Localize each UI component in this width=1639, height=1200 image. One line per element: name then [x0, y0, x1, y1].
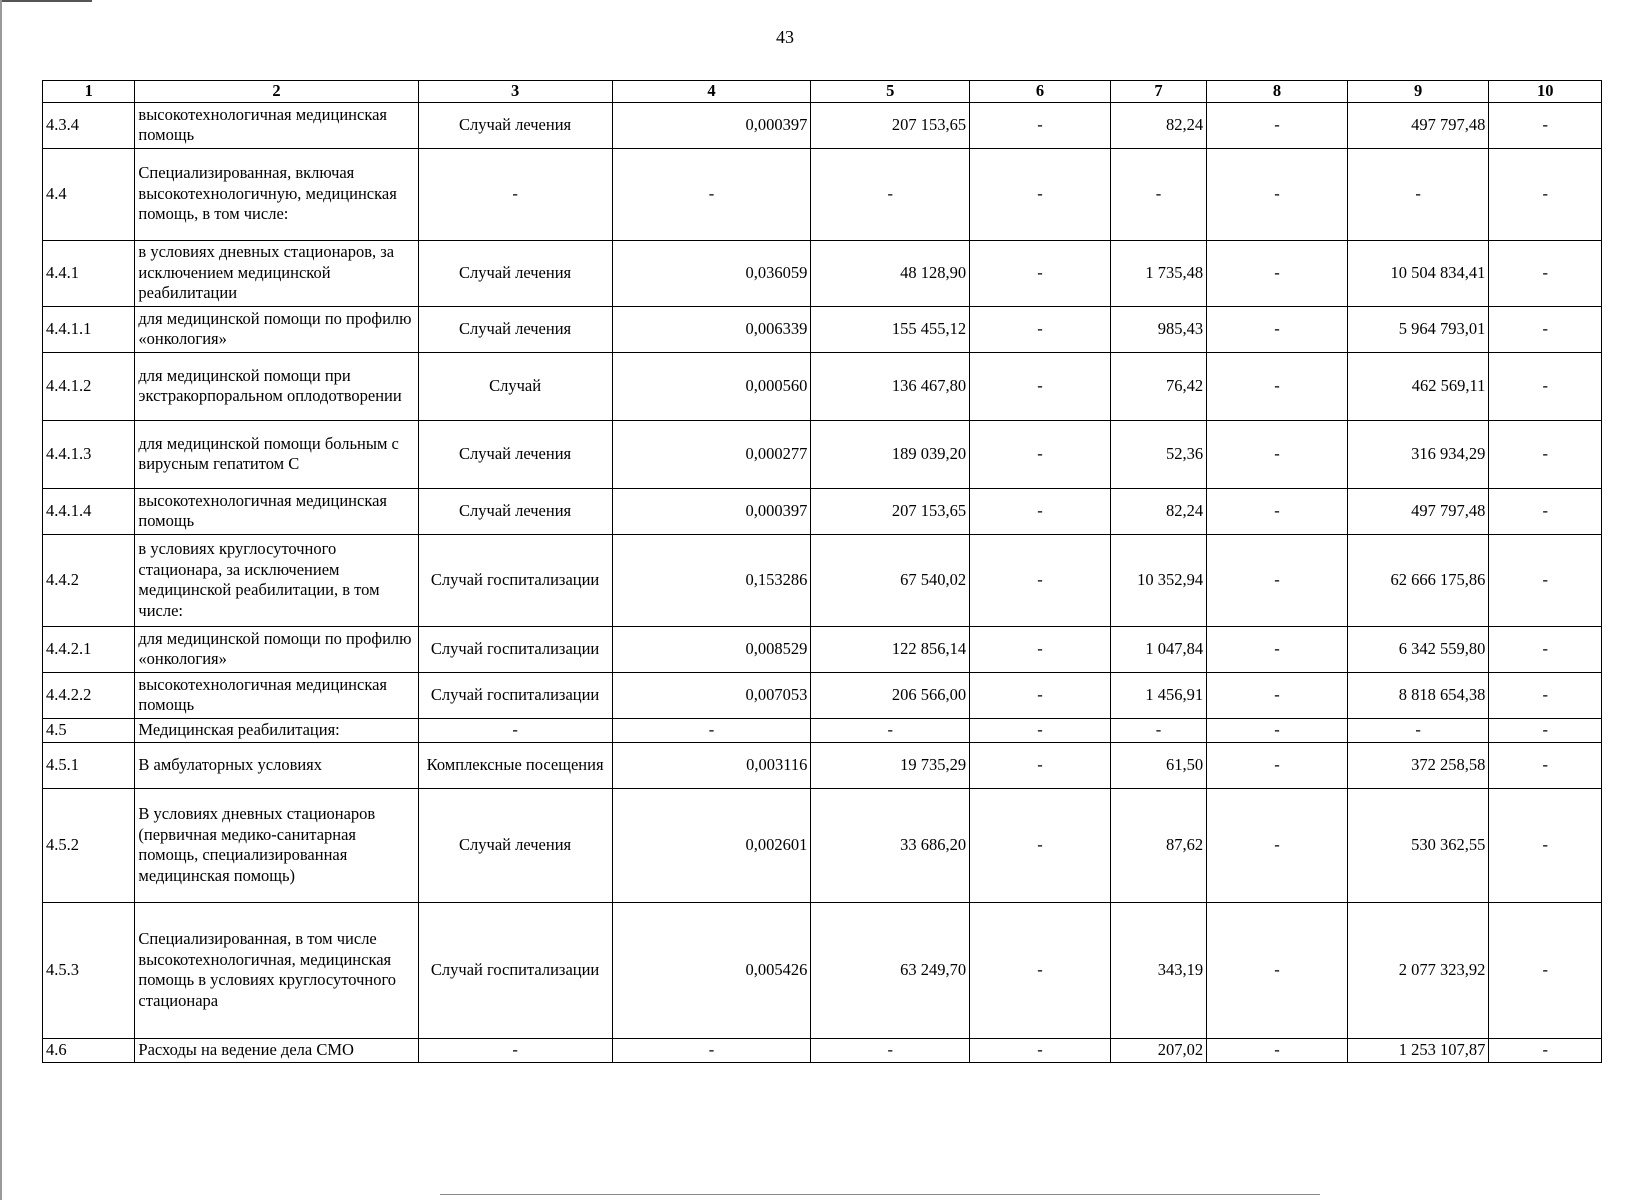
table-header-row — [43, 81, 1602, 103]
value-cell: - — [970, 306, 1111, 352]
value-cell: 10 504 834,41 — [1347, 240, 1489, 306]
row-description-cell: Расходы на ведение дела СМО — [135, 1038, 418, 1062]
value-cell: - — [970, 148, 1111, 240]
row-code-cell: 4.3.4 — [43, 102, 135, 148]
value-cell: 1 456,91 — [1110, 672, 1206, 718]
table-row — [43, 902, 1602, 1038]
value-cell: 985,43 — [1110, 306, 1206, 352]
table-row — [43, 626, 1602, 672]
value-cell: - — [1207, 488, 1348, 534]
row-code-cell: 4.4.2.1 — [43, 626, 135, 672]
row-code-cell: 4.4.1.1 — [43, 306, 135, 352]
unit-cell: - — [418, 718, 612, 742]
value-cell: 0,003116 — [612, 742, 811, 788]
value-cell: - — [612, 148, 811, 240]
value-cell: - — [1207, 102, 1348, 148]
table-row — [43, 352, 1602, 420]
header-cell: 1 — [43, 81, 135, 103]
value-cell: - — [1489, 420, 1602, 488]
value-cell: - — [970, 742, 1111, 788]
row-code-cell: 4.5 — [43, 718, 135, 742]
row-description-cell: для медицинской помощи при экстракорпоральном оплодотворении — [135, 352, 418, 420]
scan-edge-mark — [0, 0, 92, 2]
header-cell: 6 — [970, 81, 1111, 103]
unit-cell: Случай госпитализации — [418, 534, 612, 626]
table-row — [43, 148, 1602, 240]
value-cell: 48 128,90 — [811, 240, 970, 306]
header-cell: 3 — [418, 81, 612, 103]
value-cell: - — [970, 1038, 1111, 1062]
table-row — [43, 534, 1602, 626]
row-description-cell: в условиях дневных стационаров, за исключением медицинской реабилитации — [135, 240, 418, 306]
value-cell: 0,007053 — [612, 672, 811, 718]
unit-cell: Случай госпитализации — [418, 902, 612, 1038]
value-cell: - — [811, 718, 970, 742]
value-cell: - — [1207, 240, 1348, 306]
value-cell: - — [1207, 1038, 1348, 1062]
value-cell: 0,000397 — [612, 102, 811, 148]
header-cell: 2 — [135, 81, 418, 103]
header-cell: 7 — [1110, 81, 1206, 103]
value-cell: 122 856,14 — [811, 626, 970, 672]
value-cell: 82,24 — [1110, 102, 1206, 148]
table-row — [43, 788, 1602, 902]
value-cell: - — [970, 672, 1111, 718]
value-cell: - — [1207, 902, 1348, 1038]
value-cell: - — [1489, 534, 1602, 626]
row-description-cell: В условиях дневных стационаров (первичная медико-санитарная помощь, специализированная медицинская помощь) — [135, 788, 418, 902]
table-row — [43, 1038, 1602, 1062]
value-cell: 63 249,70 — [811, 902, 970, 1038]
unit-cell: Случай лечения — [418, 102, 612, 148]
row-code-cell: 4.4 — [43, 148, 135, 240]
row-description-cell: высокотехнологичная медицинская помощь — [135, 488, 418, 534]
row-code-cell: 4.4.1 — [43, 240, 135, 306]
unit-cell: Случай лечения — [418, 306, 612, 352]
value-cell: 462 569,11 — [1347, 352, 1489, 420]
value-cell: 67 540,02 — [811, 534, 970, 626]
value-cell: 6 342 559,80 — [1347, 626, 1489, 672]
footer-rule — [440, 1194, 1320, 1195]
value-cell: - — [970, 420, 1111, 488]
value-cell: - — [1207, 534, 1348, 626]
value-cell: 206 566,00 — [811, 672, 970, 718]
value-cell: 61,50 — [1110, 742, 1206, 788]
table-row — [43, 102, 1602, 148]
value-cell: - — [811, 1038, 970, 1062]
value-cell: 0,000277 — [612, 420, 811, 488]
value-cell: - — [1207, 742, 1348, 788]
value-cell: 497 797,48 — [1347, 102, 1489, 148]
value-cell: - — [970, 788, 1111, 902]
value-cell: - — [1489, 306, 1602, 352]
data-table — [42, 80, 1602, 1063]
value-cell: 62 666 175,86 — [1347, 534, 1489, 626]
value-cell: 497 797,48 — [1347, 488, 1489, 534]
value-cell: - — [1489, 788, 1602, 902]
value-cell: 2 077 323,92 — [1347, 902, 1489, 1038]
value-cell: 0,008529 — [612, 626, 811, 672]
value-cell: - — [1207, 672, 1348, 718]
value-cell: 207 153,65 — [811, 488, 970, 534]
unit-cell: Случай госпитализации — [418, 626, 612, 672]
header-cell: 10 — [1489, 81, 1602, 103]
row-code-cell: 4.4.2 — [43, 534, 135, 626]
row-code-cell: 4.5.3 — [43, 902, 135, 1038]
row-description-cell: для медицинской помощи по профилю «онкология» — [135, 626, 418, 672]
value-cell: - — [1489, 240, 1602, 306]
value-cell: - — [1207, 626, 1348, 672]
value-cell: - — [1489, 1038, 1602, 1062]
unit-cell: - — [418, 1038, 612, 1062]
value-cell: 0,005426 — [612, 902, 811, 1038]
row-description-cell: Специализированная, включая высокотехнологичную, медицинская помощь, в том числе: — [135, 148, 418, 240]
unit-cell: Случай лечения — [418, 240, 612, 306]
value-cell: - — [1489, 718, 1602, 742]
header-cell: 4 — [612, 81, 811, 103]
page-number: 43 — [776, 27, 794, 47]
value-cell: 1 735,48 — [1110, 240, 1206, 306]
row-description-cell: Специализированная, в том числе высокотехнологичная, медицинская помощь в условиях круглосуточного стационара — [135, 902, 418, 1038]
row-description-cell: высокотехнологичная медицинская помощь — [135, 672, 418, 718]
value-cell: - — [1110, 148, 1206, 240]
table-row — [43, 488, 1602, 534]
value-cell: 8 818 654,38 — [1347, 672, 1489, 718]
unit-cell: Случай лечения — [418, 788, 612, 902]
value-cell: 19 735,29 — [811, 742, 970, 788]
row-code-cell: 4.4.1.4 — [43, 488, 135, 534]
value-cell: - — [1207, 306, 1348, 352]
value-cell: 207,02 — [1110, 1038, 1206, 1062]
unit-cell: - — [418, 148, 612, 240]
unit-cell: Случай госпитализации — [418, 672, 612, 718]
value-cell: 0,000560 — [612, 352, 811, 420]
value-cell: 155 455,12 — [811, 306, 970, 352]
scan-edge-left — [0, 0, 2, 1200]
row-description-cell: В амбулаторных условиях — [135, 742, 418, 788]
value-cell: - — [1207, 718, 1348, 742]
unit-cell: Случай лечения — [418, 420, 612, 488]
row-code-cell: 4.6 — [43, 1038, 135, 1062]
value-cell: 82,24 — [1110, 488, 1206, 534]
row-description-cell: Медицинская реабилитация: — [135, 718, 418, 742]
row-description-cell: для медицинской помощи больным с вирусным гепатитом С — [135, 420, 418, 488]
value-cell: - — [1207, 420, 1348, 488]
value-cell: - — [970, 102, 1111, 148]
value-cell: - — [970, 626, 1111, 672]
value-cell: 10 352,94 — [1110, 534, 1206, 626]
table-row — [43, 742, 1602, 788]
header-cell: 5 — [811, 81, 970, 103]
value-cell: - — [1489, 626, 1602, 672]
table-row — [43, 420, 1602, 488]
value-cell: - — [970, 488, 1111, 534]
value-cell: - — [1489, 742, 1602, 788]
unit-cell: Комплексные посещения — [418, 742, 612, 788]
value-cell: 33 686,20 — [811, 788, 970, 902]
value-cell: 1 047,84 — [1110, 626, 1206, 672]
value-cell: 52,36 — [1110, 420, 1206, 488]
header-cell: 9 — [1347, 81, 1489, 103]
value-cell: - — [1489, 488, 1602, 534]
row-code-cell: 4.5.2 — [43, 788, 135, 902]
value-cell: 76,42 — [1110, 352, 1206, 420]
table-row — [43, 672, 1602, 718]
value-cell: 0,036059 — [612, 240, 811, 306]
row-code-cell: 4.5.1 — [43, 742, 135, 788]
value-cell: - — [1489, 352, 1602, 420]
value-cell: 189 039,20 — [811, 420, 970, 488]
value-cell: - — [1489, 102, 1602, 148]
value-cell: 372 258,58 — [1347, 742, 1489, 788]
value-cell: 0,153286 — [612, 534, 811, 626]
row-code-cell: 4.4.1.3 — [43, 420, 135, 488]
value-cell: 0,006339 — [612, 306, 811, 352]
value-cell: 0,000397 — [612, 488, 811, 534]
table-row — [43, 306, 1602, 352]
row-description-cell: высокотехнологичная медицинская помощь — [135, 102, 418, 148]
value-cell: - — [1110, 718, 1206, 742]
value-cell: 5 964 793,01 — [1347, 306, 1489, 352]
value-cell: - — [612, 1038, 811, 1062]
value-cell: - — [811, 148, 970, 240]
value-cell: - — [970, 240, 1111, 306]
value-cell: 207 153,65 — [811, 102, 970, 148]
value-cell: - — [1347, 718, 1489, 742]
row-code-cell: 4.4.1.2 — [43, 352, 135, 420]
value-cell: - — [1207, 352, 1348, 420]
row-code-cell: 4.4.2.2 — [43, 672, 135, 718]
value-cell: - — [1489, 148, 1602, 240]
value-cell: 530 362,55 — [1347, 788, 1489, 902]
value-cell: - — [1489, 672, 1602, 718]
unit-cell: Случай лечения — [418, 488, 612, 534]
value-cell: 0,002601 — [612, 788, 811, 902]
value-cell: - — [970, 352, 1111, 420]
header-cell: 8 — [1207, 81, 1348, 103]
value-cell: - — [1207, 148, 1348, 240]
value-cell: 316 934,29 — [1347, 420, 1489, 488]
value-cell: 1 253 107,87 — [1347, 1038, 1489, 1062]
unit-cell: Случай — [418, 352, 612, 420]
row-description-cell: в условиях круглосуточного стационара, за исключением медицинской реабилитации, в том числе: — [135, 534, 418, 626]
value-cell: 136 467,80 — [811, 352, 970, 420]
table-row — [43, 240, 1602, 306]
value-cell: - — [1207, 788, 1348, 902]
value-cell: - — [1347, 148, 1489, 240]
value-cell: - — [970, 902, 1111, 1038]
value-cell: - — [970, 718, 1111, 742]
value-cell: 87,62 — [1110, 788, 1206, 902]
value-cell: - — [1489, 902, 1602, 1038]
table-row — [43, 718, 1602, 742]
value-cell: 343,19 — [1110, 902, 1206, 1038]
row-description-cell: для медицинской помощи по профилю «онкология» — [135, 306, 418, 352]
value-cell: - — [612, 718, 811, 742]
value-cell: - — [970, 534, 1111, 626]
